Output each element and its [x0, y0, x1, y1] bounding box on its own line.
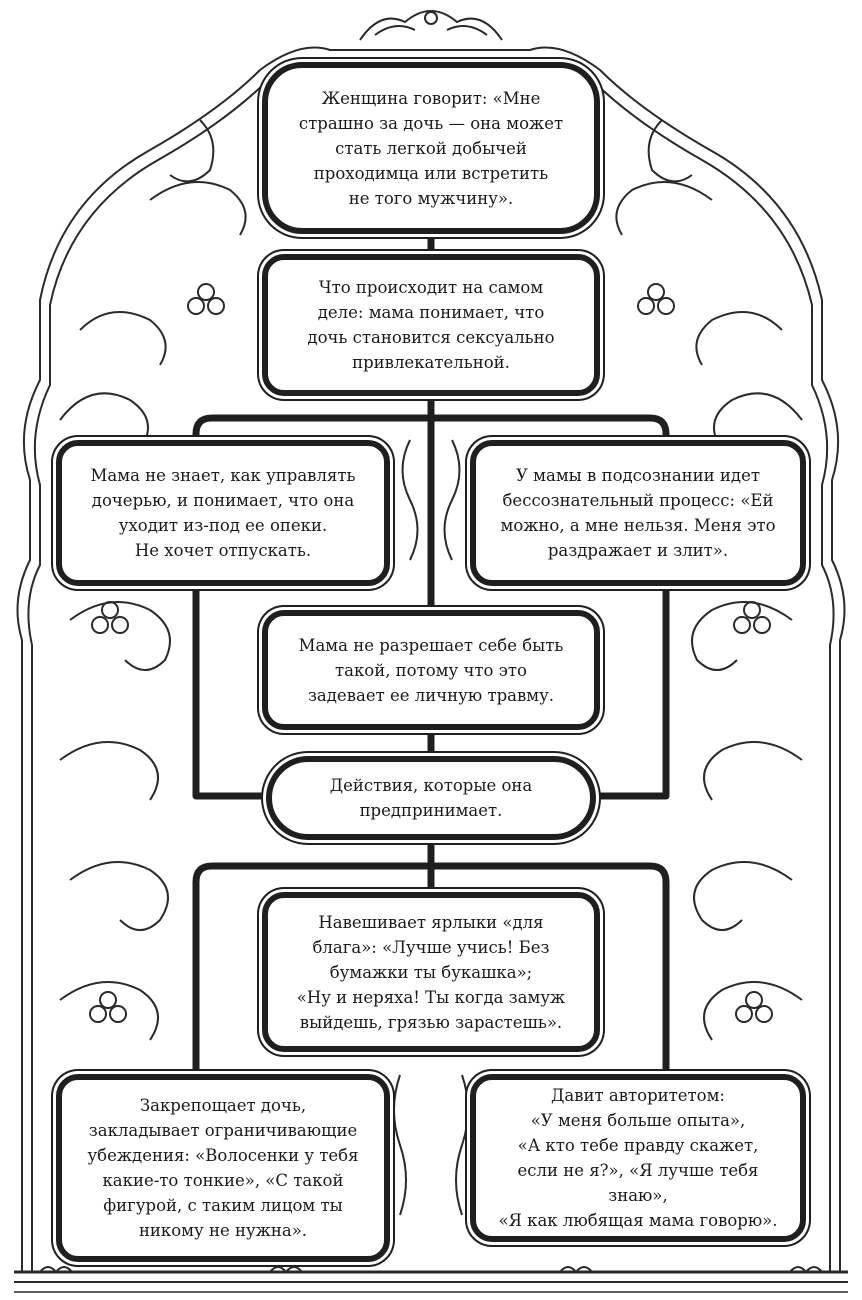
node-n9-label: Давит авторитетом: «У меня больше опыта», «А кто тебе правду скажет, если не я?», «Я лучше тебя знаю», «Я как любящая мама говорю». — [498, 1086, 778, 1230]
node-n6 — [266, 756, 596, 840]
node-n2-label: Что происходит на самом деле: мама понимает, что дочь становится сексуально привлекательной. — [307, 278, 555, 372]
node-n7-label: Навешивает ярлыки «для блага»: «Лучше учись! Без бумажки ты букашка»; «Ну и неряха! Ты когда замуж выйдешь, грязью зарастешь». — [296, 912, 566, 1032]
edge-n3-n6 — [196, 588, 266, 796]
node-n4 — [470, 440, 806, 586]
node-n1-label: Женщина говорит: «Мне страшно за дочь — она может стать легкой добычей проходимца или встретить не того мужчину». — [298, 88, 564, 208]
node-n3 — [56, 440, 390, 586]
node-n5 — [262, 610, 600, 730]
edge-n4-n6 — [596, 588, 666, 796]
node-n8-label: Закрепощает дочь, закладывает ограничивающие убеждения: «Волосенки у тебя какие-то тонкие», «С такой фигурой, с таким лицом ты никому не нужна». — [87, 1096, 359, 1240]
node-n6-label: Действия, которые она предпринимает. — [329, 776, 533, 820]
node-n5-label: Мама не разрешает себе быть такой, потому что это задевает ее личную травму. — [298, 635, 564, 705]
node-n1 — [262, 62, 600, 234]
node-n7 — [262, 892, 600, 1052]
node-n9 — [470, 1074, 806, 1242]
node-n3-label: Мама не знает, как управлять дочерью, и понимает, что она уходит из-под ее опеки. Не хочет отпускать. — [90, 466, 356, 560]
node-n2 — [262, 254, 600, 396]
edge-n2-n4 — [431, 418, 666, 438]
node-n8 — [56, 1074, 390, 1262]
edge-n2-n3 — [196, 418, 431, 438]
node-n4-label: У мамы в подсознании идет бессознательный процесс: «Ей можно, а мне нельзя. Меня это раздражает и злит». — [500, 466, 776, 560]
